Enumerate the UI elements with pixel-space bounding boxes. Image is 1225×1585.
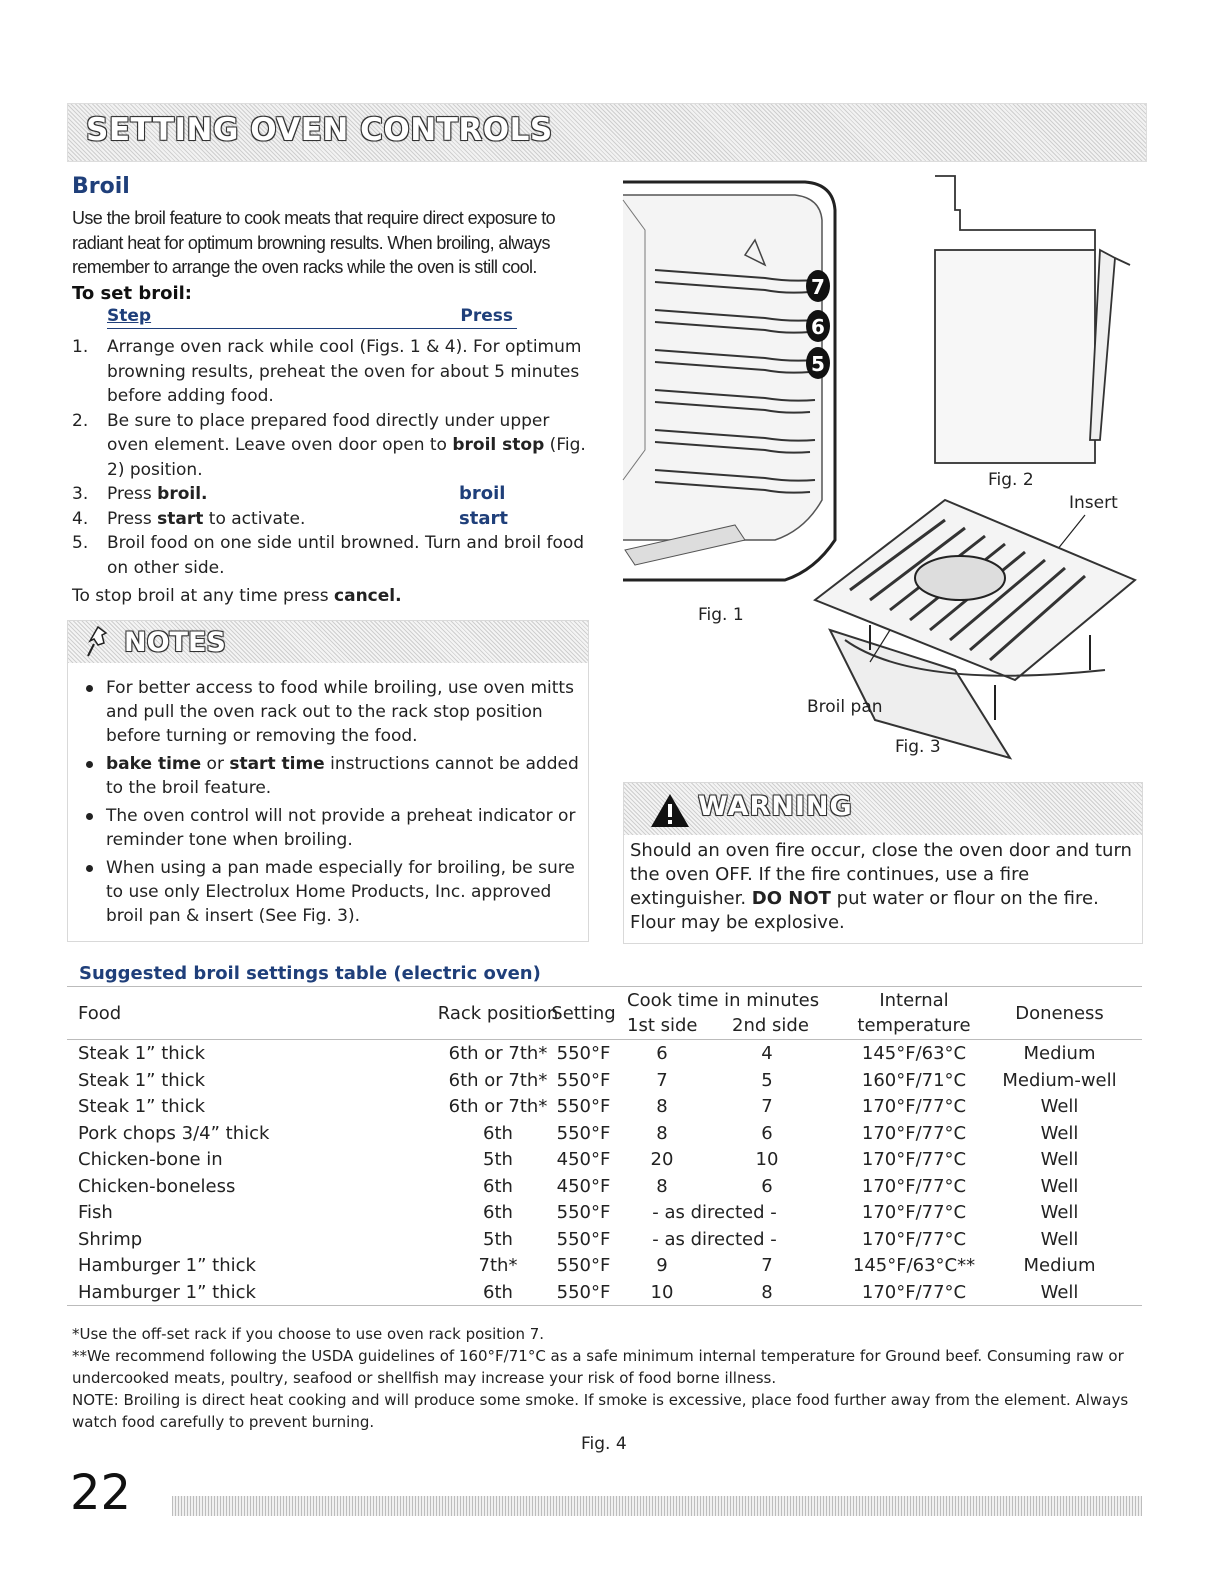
step-number: 5. bbox=[72, 533, 89, 553]
stop-broil-text bbox=[72, 586, 402, 606]
cell-food: Pork chops 3/4” thick bbox=[78, 1122, 270, 1144]
cell-temp: 170°F/77°C bbox=[861, 1122, 967, 1144]
cell-2nd-side: 6 bbox=[761, 1175, 773, 1197]
table-row bbox=[67, 1279, 1142, 1307]
cell-1st-side: 20 bbox=[650, 1149, 674, 1170]
cell-food: Chicken-bone in bbox=[78, 1149, 223, 1170]
cell-1st-side: 8 bbox=[656, 1096, 668, 1117]
cell-temp: 145°F/63°C bbox=[861, 1043, 967, 1064]
footnote-offset-rack: *Use the off-set rack if you choose to use oven rack position 7. bbox=[72, 1325, 545, 1343]
cell-temp: 170°F/77°C bbox=[861, 1202, 967, 1223]
table-row bbox=[67, 1093, 1142, 1120]
step-2 bbox=[72, 409, 592, 483]
note-text: or bbox=[201, 754, 230, 774]
cell-setting: 550°F bbox=[556, 1202, 611, 1223]
cell-rack: 6th or 7th* bbox=[448, 1096, 548, 1117]
step-keyword: broil stop bbox=[452, 435, 545, 455]
cell-food: Hamburger 1” thick bbox=[78, 1255, 256, 1276]
cell-cook-time: - as directed - bbox=[652, 1228, 777, 1250]
warning-box bbox=[623, 782, 1143, 944]
cell-setting: 450°F bbox=[556, 1149, 611, 1170]
cell-setting: 550°F bbox=[556, 1281, 611, 1303]
table-row bbox=[67, 1120, 1142, 1147]
step-text: to activate. bbox=[203, 508, 306, 529]
broil-key-label: broil bbox=[459, 483, 506, 504]
step-number: 3. bbox=[72, 484, 89, 504]
warning-header bbox=[624, 783, 1142, 835]
cell-food: Steak 1” thick bbox=[78, 1096, 206, 1117]
cell-rack: 6th or 7th* bbox=[448, 1043, 548, 1064]
note-text: The oven control will not provide a preheat indicator or reminder tone when broiling. bbox=[106, 806, 576, 850]
cell-rack: 7th* bbox=[478, 1255, 518, 1276]
table-row bbox=[67, 1199, 1142, 1226]
note-item bbox=[82, 752, 582, 800]
table-row bbox=[67, 1067, 1142, 1094]
warning-title: WARNING bbox=[698, 791, 853, 822]
to-set-broil-heading: To set broil: bbox=[72, 283, 192, 304]
cell-doneness: Well bbox=[1040, 1149, 1079, 1170]
cell-doneness: Well bbox=[1040, 1096, 1079, 1117]
cell-rack: 6th bbox=[483, 1281, 513, 1303]
step-text: Be sure to place prepared food directly under upper oven element. Leave oven door open to bbox=[107, 410, 550, 455]
fig1-oven-cavity bbox=[623, 182, 835, 580]
cell-food: Steak 1” thick bbox=[78, 1043, 206, 1064]
step-text: Press bbox=[107, 484, 158, 504]
section-banner bbox=[67, 103, 1147, 162]
cell-doneness: Well bbox=[1040, 1228, 1079, 1250]
start-key-label: start bbox=[459, 507, 508, 529]
cell-temp: 170°F/77°C bbox=[861, 1149, 967, 1170]
cancel-keyword: cancel. bbox=[334, 586, 402, 606]
step-text: Broil food on one side until browned. Turn and broil food on other side. bbox=[107, 533, 585, 578]
cell-temp: 170°F/77°C bbox=[861, 1228, 967, 1250]
note-item bbox=[82, 804, 582, 852]
notes-box bbox=[67, 620, 589, 942]
step-header: Step bbox=[107, 306, 152, 326]
fig3-broil-pan bbox=[815, 500, 1135, 758]
note-item bbox=[82, 676, 582, 748]
fig2-range-side-view bbox=[935, 176, 1130, 463]
notes-header bbox=[68, 621, 588, 663]
step-4 bbox=[72, 507, 592, 532]
cell-doneness: Medium-well bbox=[1002, 1069, 1117, 1091]
table-header bbox=[67, 986, 1142, 1040]
oven-figures-illustration bbox=[615, 170, 1145, 770]
header-setting: Setting bbox=[551, 1003, 616, 1024]
cell-doneness: Well bbox=[1040, 1122, 1079, 1144]
insert-label: Insert bbox=[1069, 493, 1118, 513]
broil-pan-label: Broil pan bbox=[807, 697, 883, 717]
table-title: Suggested broil settings table (electric oven) bbox=[79, 963, 541, 984]
warning-keyword: DO NOT bbox=[751, 888, 831, 909]
cell-food: Steak 1” thick bbox=[78, 1069, 206, 1091]
cell-2nd-side: 8 bbox=[761, 1281, 773, 1303]
fig4-label: Fig. 4 bbox=[581, 1434, 627, 1454]
cell-2nd-side: 7 bbox=[761, 1255, 773, 1276]
cell-rack: 6th bbox=[483, 1175, 513, 1197]
warning-text-part: Should an oven fire occur, close the oven door and turn the oven OFF. If the fire continues, use a fire extinguisher. bbox=[630, 840, 1132, 909]
footnote-usda: **We recommend following the USDA guidelines of 160°F/71°C as a safe minimum internal temperature for Ground beef. Consuming raw or undercooked meats, poultry, seafood or shellfish may increase your risk of food borne illness. bbox=[72, 1347, 1124, 1387]
header-food: Food bbox=[78, 1003, 122, 1024]
footnotes bbox=[72, 1323, 1142, 1433]
cell-food: Hamburger 1” thick bbox=[78, 1281, 256, 1303]
table-row bbox=[67, 1226, 1142, 1253]
broil-heading: Broil bbox=[72, 174, 130, 199]
stop-text: To stop broil at any time press bbox=[72, 586, 335, 606]
cell-doneness: Medium bbox=[1023, 1043, 1096, 1064]
page-number: 22 bbox=[70, 1465, 132, 1521]
step-5 bbox=[72, 531, 592, 580]
cell-setting: 450°F bbox=[556, 1175, 611, 1197]
cell-2nd-side: 7 bbox=[761, 1096, 773, 1117]
header-cook-time: Cook time in minutes bbox=[627, 990, 820, 1011]
cell-temp: 170°F/77°C bbox=[861, 1281, 967, 1303]
header-internal: Internal bbox=[879, 990, 949, 1011]
notes-list bbox=[82, 676, 582, 932]
broil-settings-table bbox=[67, 986, 1142, 1306]
table-row bbox=[67, 1252, 1142, 1279]
note-keyword: start time bbox=[229, 754, 325, 774]
cell-1st-side: 8 bbox=[656, 1122, 668, 1144]
cell-2nd-side: 6 bbox=[761, 1122, 773, 1144]
cell-rack: 6th bbox=[483, 1122, 513, 1144]
cell-temp: 160°F/71°C bbox=[861, 1069, 967, 1091]
footnote-note: NOTE: Broiling is direct heat cooking and will produce some smoke. If smoke is excessive, place food further away from the element. Always watch food carefully to prevent burning. bbox=[72, 1391, 1129, 1431]
broil-steps bbox=[72, 335, 592, 580]
table-row bbox=[67, 1146, 1142, 1173]
pushpin-icon bbox=[82, 625, 116, 659]
table-row bbox=[67, 1040, 1142, 1067]
table-row bbox=[67, 1173, 1142, 1200]
cell-1st-side: 8 bbox=[656, 1175, 668, 1197]
header-temperature: temperature bbox=[857, 1015, 971, 1036]
cell-doneness: Well bbox=[1040, 1202, 1079, 1223]
note-text: For better access to food while broiling, use oven mitts and pull the oven rack out to the rack stop position before turning or removing the food. bbox=[106, 678, 574, 746]
rack-6-label: 6 bbox=[811, 315, 825, 339]
cell-setting: 550°F bbox=[556, 1122, 611, 1144]
step-number: 4. bbox=[72, 508, 89, 529]
cell-1st-side: 9 bbox=[656, 1255, 668, 1276]
rack-7-label: 7 bbox=[811, 275, 825, 299]
note-text: instructions cannot be added to the broil feature. bbox=[106, 754, 579, 798]
warning-text-part: put water or flour on the fire. Flour may be explosive. bbox=[630, 888, 1099, 933]
cell-1st-side: 6 bbox=[656, 1043, 668, 1064]
cell-food: Shrimp bbox=[78, 1228, 143, 1250]
cell-temp: 145°F/63°C** bbox=[852, 1255, 976, 1276]
cell-1st-side: 10 bbox=[650, 1281, 674, 1303]
cell-temp: 170°F/77°C bbox=[861, 1175, 967, 1197]
rack-position-labels bbox=[806, 270, 830, 379]
cell-setting: 550°F bbox=[556, 1043, 611, 1064]
note-item bbox=[82, 856, 582, 928]
warning-triangle-icon bbox=[648, 791, 692, 831]
cell-rack: 6th or 7th* bbox=[448, 1069, 548, 1091]
fig3-label: Fig. 3 bbox=[895, 737, 941, 757]
cell-food: Fish bbox=[78, 1202, 113, 1223]
notes-title: NOTES bbox=[124, 627, 226, 658]
cell-2nd-side: 10 bbox=[755, 1149, 779, 1170]
step-press-header bbox=[107, 306, 517, 329]
header-doneness: Doneness bbox=[1015, 1003, 1104, 1024]
header-1st-side: 1st side bbox=[627, 1015, 698, 1036]
cell-doneness: Well bbox=[1040, 1175, 1079, 1197]
cell-setting: 550°F bbox=[556, 1228, 611, 1250]
fig2-label: Fig. 2 bbox=[988, 470, 1034, 490]
step-1 bbox=[72, 335, 592, 409]
cell-food: Chicken-boneless bbox=[78, 1175, 236, 1197]
step-number: 2. bbox=[72, 410, 89, 431]
cell-setting: 550°F bbox=[556, 1255, 611, 1276]
broil-intro: Use the broil feature to cook meats that require direct exposure to radiant heat for optimum browning results. When broiling, always remember to arrange the oven racks while the oven is still cool. bbox=[72, 208, 556, 277]
cell-setting: 550°F bbox=[556, 1096, 611, 1117]
cell-rack: 5th bbox=[483, 1228, 513, 1250]
footer-bar bbox=[172, 1496, 1142, 1516]
step-text: Press bbox=[107, 508, 158, 529]
step-keyword: start bbox=[157, 508, 204, 529]
note-keyword: bake time bbox=[106, 754, 202, 774]
step-keyword: broil. bbox=[157, 484, 208, 504]
step-3 bbox=[72, 482, 592, 507]
cell-temp: 170°F/77°C bbox=[861, 1096, 967, 1117]
press-header: Press bbox=[460, 306, 513, 326]
cell-setting: 550°F bbox=[556, 1069, 611, 1091]
step-text: Arrange oven rack while cool (Figs. 1 & 4). For optimum browning results, preheat the oven for about 5 minutes before adding food. bbox=[107, 337, 582, 406]
step-text: (Fig. 2) position. bbox=[107, 435, 586, 480]
cell-2nd-side: 4 bbox=[761, 1043, 773, 1064]
cell-doneness: Well bbox=[1040, 1281, 1079, 1303]
cell-2nd-side: 5 bbox=[761, 1069, 773, 1091]
cell-cook-time: - as directed - bbox=[652, 1202, 777, 1223]
rack-5-label: 5 bbox=[811, 352, 825, 376]
header-2nd-side: 2nd side bbox=[732, 1015, 809, 1036]
fig1-label: Fig. 1 bbox=[698, 605, 744, 625]
section-title: SETTING OVEN CONTROLS bbox=[86, 112, 553, 148]
cell-doneness: Medium bbox=[1023, 1255, 1096, 1276]
warning-text bbox=[630, 839, 1135, 935]
step-number: 1. bbox=[72, 337, 89, 357]
cell-rack: 6th bbox=[483, 1202, 513, 1223]
header-rack: Rack position bbox=[437, 1003, 559, 1024]
note-text: When using a pan made especially for broiling, be sure to use only Electrolux Home Products, Inc. approved broil pan & insert (See Fig. 3). bbox=[106, 858, 575, 926]
cell-1st-side: 7 bbox=[656, 1069, 668, 1091]
cell-rack: 5th bbox=[483, 1149, 513, 1170]
